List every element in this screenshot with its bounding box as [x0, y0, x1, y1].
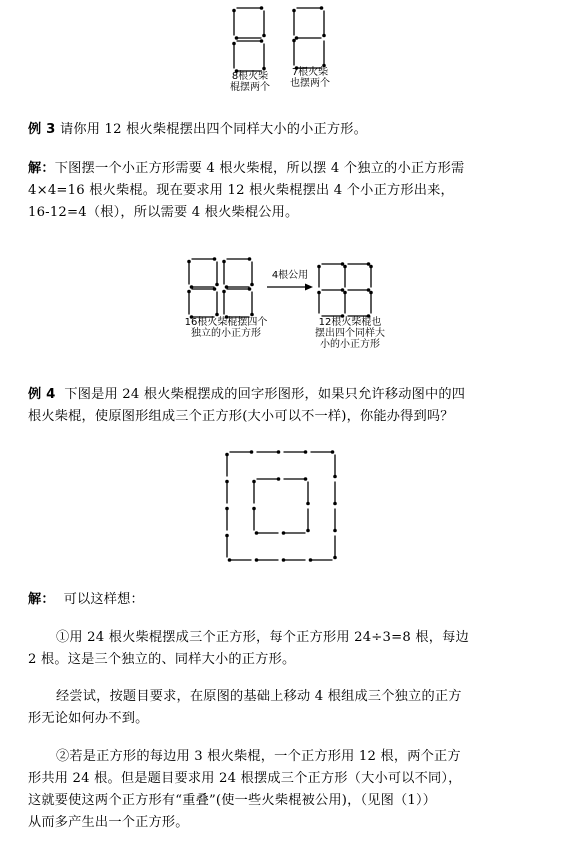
matchstick-head: [215, 283, 219, 287]
caption-line: 8根火柴: [231, 71, 269, 82]
matchstick-head: [235, 36, 239, 40]
matchstick-head: [225, 480, 229, 484]
matchstick-head: [252, 480, 256, 484]
figure-12-sticks-four-squares: [316, 262, 384, 318]
arrow-shared-sticks: [265, 282, 315, 292]
matchstick-head: [250, 283, 254, 287]
matchstick-head: [222, 290, 226, 294]
caption-line: 16根火柴棍摆四个: [184, 317, 268, 328]
arrow-label: 4根公用: [271, 270, 309, 281]
matchstick-head: [343, 265, 347, 269]
matchstick-head: [213, 287, 217, 291]
example3-text: 请你用 12 根火柴棍摆出四个同样大小的小正方形。: [59, 122, 368, 137]
example4-label: 例 4: [28, 387, 56, 402]
solution4-part1: [28, 627, 556, 671]
solution4-part2: [28, 686, 556, 730]
caption-line: 摆出四个同样大: [315, 328, 385, 339]
matchstick-head: [317, 265, 321, 269]
paragraph-line: 2 根。这是三个独立的、同样大小的正方形。: [28, 652, 296, 667]
example4-line: 根火柴棍，使原图形组成三个正方形(大小可以不一样)，你能办得到吗？: [28, 409, 454, 424]
matchstick-head: [331, 450, 335, 454]
matchstick-head: [292, 39, 296, 43]
example3-label: 例 3: [28, 122, 56, 137]
caption-line: 棍摆两个: [230, 82, 270, 93]
matchstick-head: [248, 287, 252, 291]
solution3-line: 下图摆一个小正方形需要 4 根火柴棍，所以摆 4 个独立的小正方形需: [54, 161, 465, 176]
matchstick-head: [343, 291, 347, 295]
matchstick-head: [187, 260, 191, 264]
matchstick-head: [282, 531, 286, 535]
matchstick-head: [320, 6, 324, 10]
caption-line: 7根火柴: [291, 67, 329, 78]
matchstick-head: [228, 558, 232, 562]
matchstick-head: [304, 450, 308, 454]
solution4-intro: [28, 589, 556, 611]
matchstick-head: [333, 529, 337, 533]
matchstick-head: [292, 9, 296, 13]
matchstick-head: [222, 260, 226, 264]
figure-16-sticks-four-squares: [186, 256, 266, 318]
solution3-line: 4×4=16 根火柴棍。现在要求用 12 根火柴棍摆出 4 个小正方形出来，: [28, 183, 454, 198]
example3-question: [28, 119, 556, 141]
matchstick-head: [262, 34, 266, 38]
matchstick-head: [232, 42, 236, 46]
matchstick-head: [225, 534, 229, 538]
figure-7-sticks-two-squares: [288, 5, 332, 71]
caption-line: 独立的小正方形: [191, 328, 261, 339]
matchstick-head: [277, 477, 281, 481]
example4-line: 下图是用 24 根火柴棍摆成的回字形图形，如果只允许移动图中的四: [64, 387, 466, 402]
matchstick-head: [260, 6, 264, 10]
solution4-label: 解：: [28, 592, 55, 607]
matchstick-head: [190, 285, 194, 289]
matchstick-head: [255, 558, 259, 562]
matchstick-head: [213, 257, 217, 261]
caption-line: 12根火柴棍也: [318, 317, 382, 328]
solution3: [28, 158, 556, 224]
matchstick-head: [225, 285, 229, 289]
matchstick-head: [304, 477, 308, 481]
matchstick-head: [333, 502, 337, 506]
matchstick-head: [333, 556, 337, 560]
matchstick-head: [277, 450, 281, 454]
solution4-intro-text: 可以这样想：: [63, 592, 144, 607]
solution3-line: 16-12=4（根），所以需要 4 根火柴棍公用。: [28, 205, 299, 220]
paragraph-line: 这就要使这两个正方形有“重叠”(使一些火柴棍被公用)，（见图（1））: [28, 793, 437, 808]
matchstick-head: [306, 502, 310, 506]
matchstick-head: [252, 507, 256, 511]
matchstick-head: [282, 558, 286, 562]
figure2-caption-left: [176, 317, 276, 339]
matchstick-head: [306, 529, 310, 533]
matchstick-head: [232, 9, 236, 13]
matchstick-head: [322, 34, 326, 38]
example4-question: [28, 384, 556, 428]
paragraph-line: 形共用 24 根。但是题目要求用 24 根摆成三个正方形（大小可以不同），: [28, 771, 462, 786]
matchstick-head: [215, 313, 219, 317]
figure-8-sticks-two-squares: [228, 5, 272, 71]
matchstick-head: [187, 290, 191, 294]
matchstick-head: [225, 507, 229, 511]
figure2-caption-right: [305, 317, 395, 350]
matchstick-head: [333, 475, 337, 479]
matchstick-head: [369, 265, 373, 269]
matchstick-head: [250, 450, 254, 454]
matchstick-head: [248, 257, 252, 261]
matchstick-head: [225, 453, 229, 457]
figure1-caption-left: [222, 71, 278, 93]
paragraph-line: 经尝试，按题目要求，在原图的基础上移动 4 根组成三个独立的正方: [56, 689, 462, 704]
paragraph-line: ①用 24 根火柴棍摆成三个正方形，每个正方形用 24÷3=8 根，每边: [56, 630, 469, 645]
matchstick-head: [369, 291, 373, 295]
figure-hui-shape-24-sticks: [222, 447, 346, 571]
caption-line: 小的小正方形: [320, 339, 380, 350]
figure1-caption-right: [282, 67, 338, 89]
solution4-part3: [28, 746, 556, 834]
matchstick-head: [250, 313, 254, 317]
paragraph-line: 形无论如何办不到。: [28, 711, 149, 726]
solution3-label: 解：: [28, 161, 55, 176]
caption-line: 也摆两个: [290, 78, 330, 89]
paragraph-line: 从而多产生出一个正方形。: [28, 815, 189, 830]
matchstick-head: [309, 558, 313, 562]
matchstick-head: [255, 531, 259, 535]
matchstick-head: [317, 291, 321, 295]
matchstick-head: [262, 67, 266, 71]
paragraph-line: ②若是正方形的每边用 3 根火柴棍，一个正方形用 12 根，两个正方: [56, 749, 461, 764]
matchstick-head: [260, 39, 264, 43]
